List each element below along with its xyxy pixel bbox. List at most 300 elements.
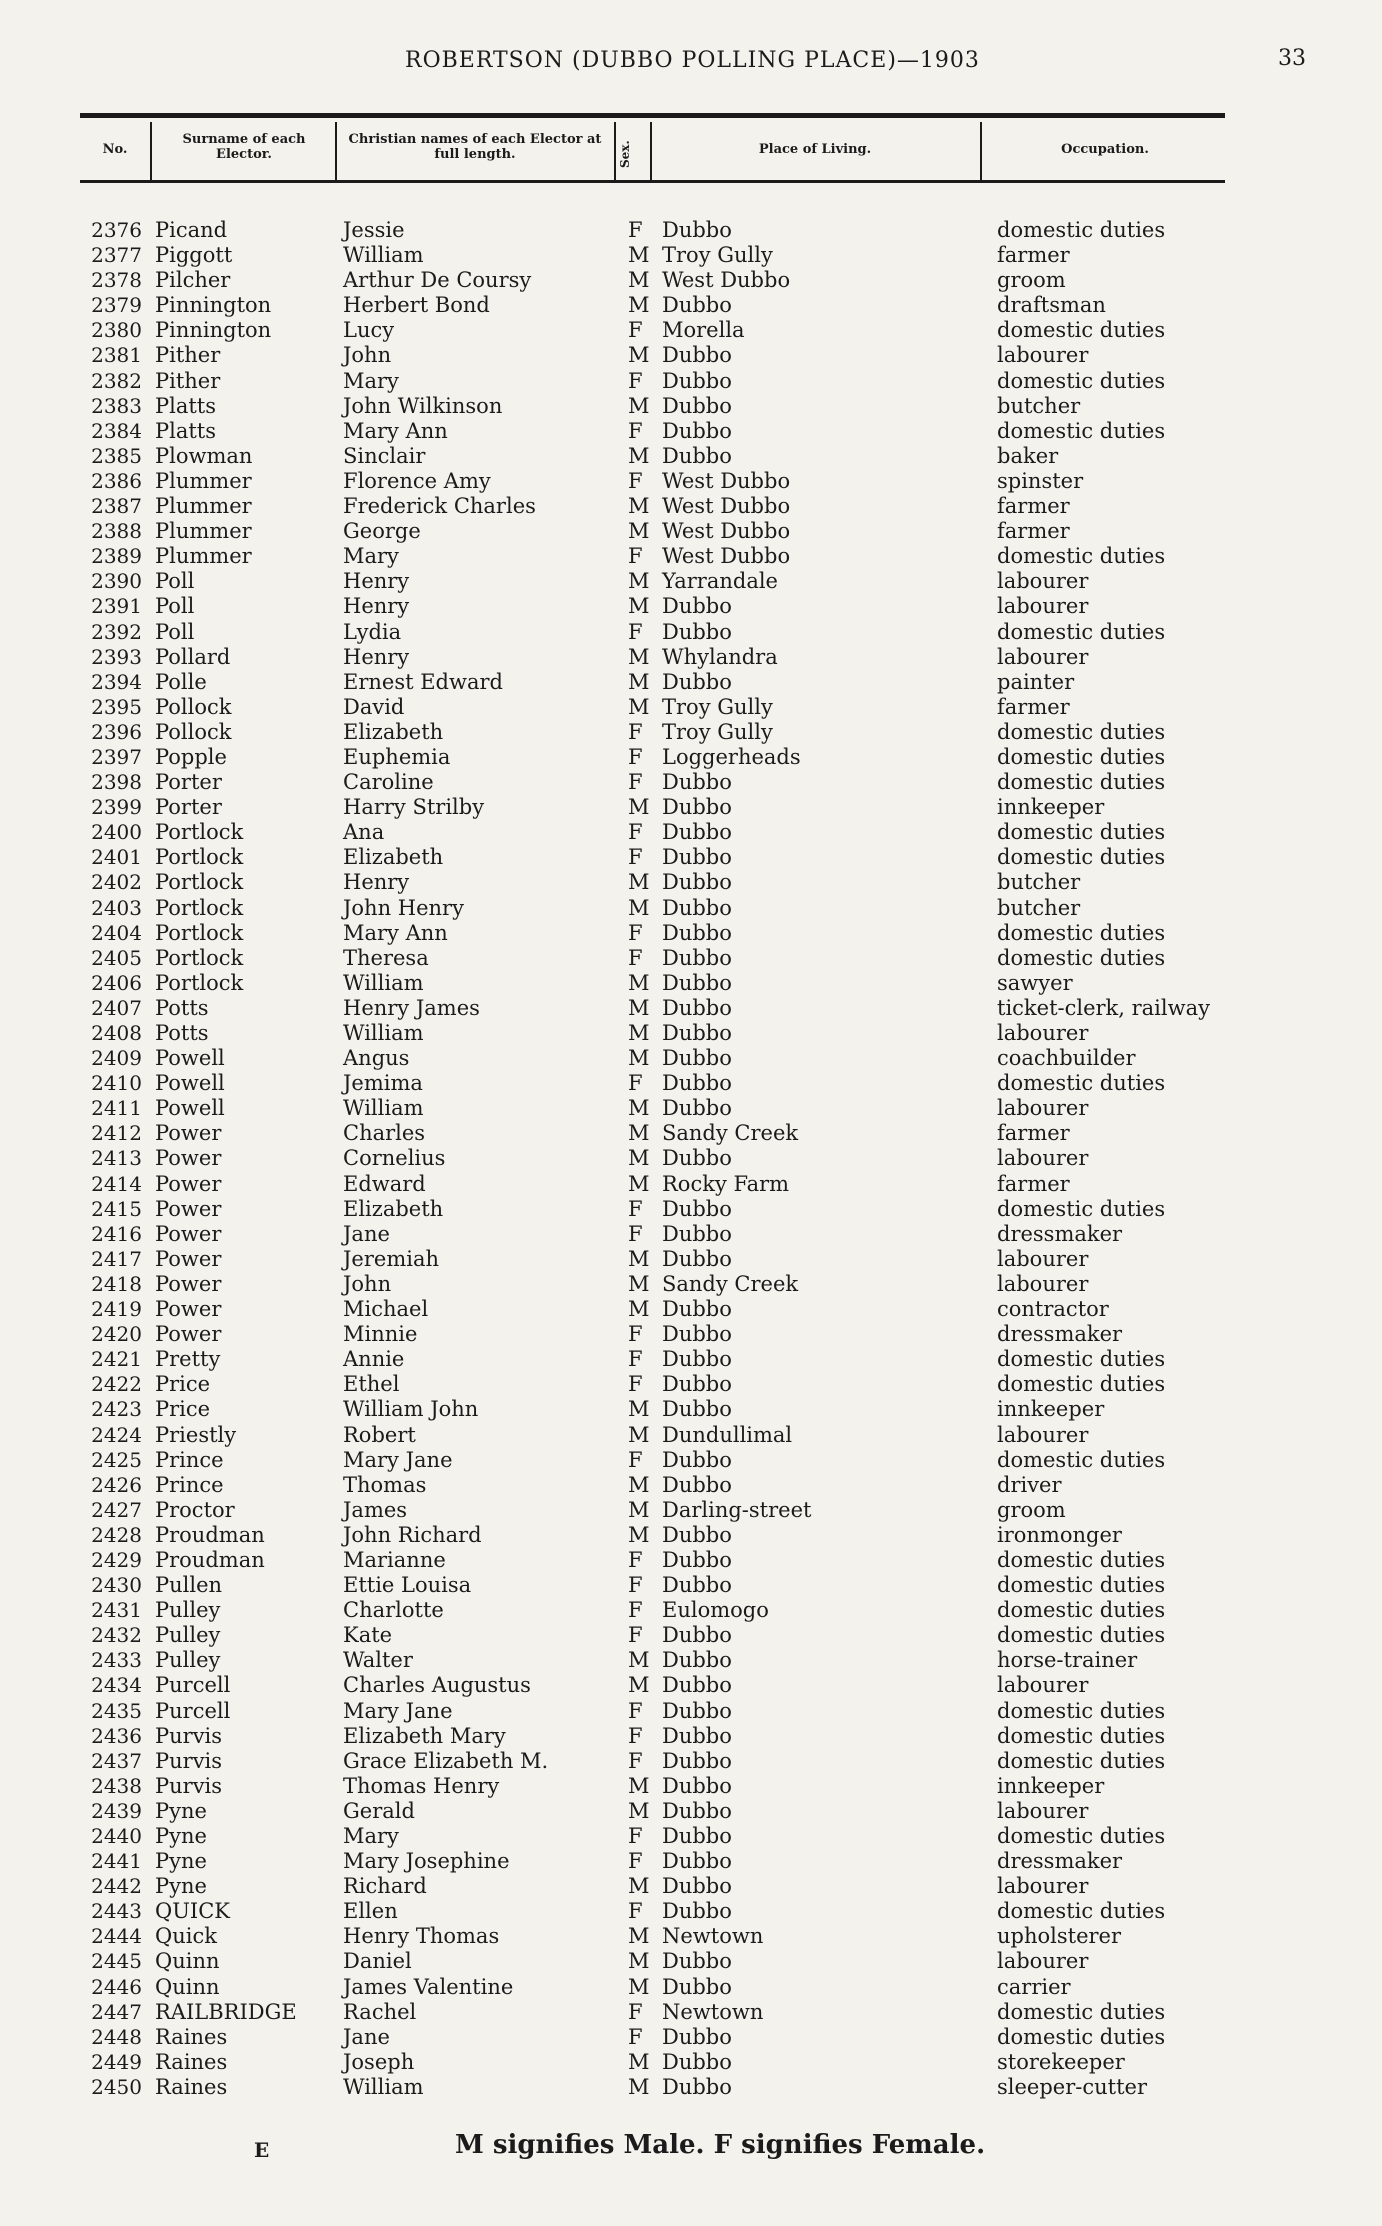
elector-occupation: storekeeper	[997, 2049, 1125, 2074]
table-row	[0, 1172, 1382, 1197]
elector-surname: Pinnington	[155, 293, 272, 318]
table-row	[0, 444, 1382, 469]
sex-legend-note: M signifies Male. F signifies Female.	[455, 2130, 986, 2160]
elector-occupation: domestic duties	[997, 1999, 1166, 2024]
elector-sex: M	[628, 669, 650, 694]
elector-number: 2444	[91, 1924, 142, 1949]
elector-place: Dubbo	[662, 1246, 732, 1271]
elector-place: West Dubbo	[662, 494, 791, 519]
elector-place: Dubbo	[662, 995, 732, 1020]
elector-surname: Platts	[155, 393, 217, 418]
elector-occupation: farmer	[997, 1121, 1070, 1146]
elector-number: 2430	[91, 1573, 142, 1598]
elector-occupation: labourer	[997, 1271, 1089, 1296]
table-row	[0, 1849, 1382, 1874]
table-row	[0, 1372, 1382, 1397]
elector-occupation: labourer	[997, 1798, 1089, 1823]
elector-surname: RAILBRIDGE	[155, 1999, 297, 2024]
elector-occupation: sleeper-cutter	[997, 2074, 1147, 2099]
elector-occupation: domestic duties	[997, 1748, 1166, 1773]
elector-occupation: domestic duties	[997, 1196, 1166, 1221]
elector-sex: M	[628, 1773, 650, 1798]
elector-occupation: baker	[997, 443, 1059, 468]
elector-number: 2441	[91, 1849, 142, 1874]
elector-occupation: coachbuilder	[997, 1046, 1136, 1071]
elector-sex: F	[628, 1999, 643, 2024]
elector-christian-names: James Valentine	[343, 1974, 514, 1999]
elector-place: Yarrandale	[662, 569, 778, 594]
elector-number: 2416	[91, 1221, 142, 1246]
elector-place: Dubbo	[662, 1899, 732, 1924]
table-row	[0, 243, 1382, 268]
table-row	[0, 745, 1382, 770]
elector-number: 2381	[91, 343, 142, 368]
col-header-place: Place of Living.	[758, 142, 872, 157]
elector-number: 2438	[91, 1773, 142, 1798]
table-row	[0, 1121, 1382, 1146]
elector-place: Dubbo	[662, 1573, 732, 1598]
elector-occupation: domestic duties	[997, 1623, 1166, 1648]
elector-place: Dubbo	[662, 1347, 732, 1372]
elector-christian-names: John	[343, 1271, 392, 1296]
elector-occupation: farmer	[997, 519, 1070, 544]
elector-surname: Power	[155, 1121, 222, 1146]
elector-place: Dubbo	[662, 1698, 732, 1723]
col-header-christian-names: Christian names of each Elector at full length.	[348, 132, 602, 162]
elector-number: 2446	[91, 1974, 142, 1999]
elector-occupation: domestic duties	[997, 845, 1166, 870]
elector-surname: Raines	[155, 2024, 228, 2049]
elector-number: 2396	[91, 719, 142, 744]
elector-sex: F	[628, 719, 643, 744]
elector-sex: M	[628, 1171, 650, 1196]
table-row	[0, 720, 1382, 745]
elector-christian-names: Theresa	[343, 945, 429, 970]
elector-occupation: domestic duties	[997, 1698, 1166, 1723]
elector-place: Dubbo	[662, 1046, 732, 1071]
elector-number: 2419	[91, 1297, 142, 1322]
elector-number: 2425	[91, 1447, 142, 1472]
table-row	[0, 1623, 1382, 1648]
elector-christian-names: William John	[343, 1397, 479, 1422]
column-divider	[980, 122, 982, 182]
elector-number: 2450	[91, 2074, 142, 2099]
elector-surname: Portlock	[155, 970, 244, 995]
elector-occupation: groom	[997, 1497, 1066, 1522]
elector-place: Dubbo	[662, 970, 732, 995]
elector-place: West Dubbo	[662, 468, 791, 493]
elector-sex: F	[628, 1723, 643, 1748]
table-row	[0, 1799, 1382, 1824]
elector-occupation: butcher	[997, 895, 1081, 920]
table-row	[0, 2050, 1382, 2075]
elector-surname: Potts	[155, 995, 209, 1020]
elector-occupation: spinster	[997, 468, 1084, 493]
elector-place: Dubbo	[662, 895, 732, 920]
elector-christian-names: Elizabeth	[343, 719, 444, 744]
table-row	[0, 1523, 1382, 1548]
elector-surname: Powell	[155, 1071, 225, 1096]
elector-number: 2399	[91, 795, 142, 820]
elector-christian-names: Jessie	[343, 218, 405, 242]
elector-surname: Poll	[155, 569, 195, 594]
elector-sex: M	[628, 995, 650, 1020]
elector-christian-names: Richard	[343, 1874, 427, 1899]
elector-number: 2407	[91, 995, 142, 1020]
elector-christian-names: Daniel	[343, 1949, 412, 1974]
elector-place: Dubbo	[662, 920, 732, 945]
elector-number: 2378	[91, 268, 142, 293]
table-row	[0, 845, 1382, 870]
elector-christian-names: Angus	[343, 1046, 410, 1071]
elector-christian-names: Kate	[343, 1623, 393, 1648]
elector-place: Dubbo	[662, 795, 732, 820]
table-row	[0, 369, 1382, 394]
elector-sex: F	[628, 318, 643, 343]
elector-occupation: domestic duties	[997, 1824, 1166, 1848]
elector-sex: M	[628, 494, 650, 519]
elector-sex: M	[628, 1121, 650, 1146]
table-row	[0, 645, 1382, 670]
column-divider	[614, 122, 616, 182]
elector-sex: M	[628, 443, 650, 468]
elector-number: 2383	[91, 393, 142, 418]
elector-place: Dubbo	[662, 945, 732, 970]
elector-number: 2448	[91, 2024, 142, 2049]
elector-surname: Plummer	[155, 468, 252, 493]
elector-christian-names: Mary	[343, 368, 399, 393]
table-row	[0, 1899, 1382, 1924]
elector-place: Dubbo	[662, 1297, 732, 1322]
elector-christian-names: Walter	[343, 1648, 413, 1673]
elector-place: Dubbo	[662, 1071, 732, 1096]
elector-place: West Dubbo	[662, 268, 791, 293]
elector-number: 2447	[91, 1999, 142, 2024]
elector-sex: F	[628, 1573, 643, 1598]
elector-sex: F	[628, 1899, 643, 1924]
elector-sex: M	[628, 1021, 650, 1045]
table-row	[0, 770, 1382, 795]
elector-sex: F	[628, 1748, 643, 1773]
elector-surname: Power	[155, 1297, 222, 1322]
elector-surname: Pyne	[155, 1824, 207, 1848]
elector-occupation: domestic duties	[997, 1598, 1166, 1623]
table-row	[0, 1673, 1382, 1698]
table-row	[0, 1573, 1382, 1598]
elector-number: 2389	[91, 544, 142, 569]
table-row	[0, 469, 1382, 494]
elector-occupation: butcher	[997, 870, 1081, 895]
elector-surname: Plummer	[155, 494, 252, 519]
elector-place: West Dubbo	[662, 544, 791, 569]
elector-place: Dubbo	[662, 1748, 732, 1773]
column-divider	[650, 122, 652, 182]
table-row	[0, 1749, 1382, 1774]
elector-number: 2385	[91, 443, 142, 468]
elector-surname: Power	[155, 1322, 222, 1347]
elector-number: 2380	[91, 318, 142, 343]
table-row	[0, 1724, 1382, 1749]
elector-occupation: groom	[997, 268, 1066, 293]
elector-surname: Pollard	[155, 644, 231, 669]
elector-surname: Potts	[155, 1021, 209, 1045]
elector-place: Troy Gully	[662, 243, 773, 268]
table-row	[0, 1222, 1382, 1247]
elector-surname: Pullen	[155, 1573, 223, 1598]
table-row	[0, 1046, 1382, 1071]
elector-occupation: domestic duties	[997, 770, 1166, 795]
elector-occupation: farmer	[997, 1171, 1070, 1196]
table-row	[0, 1699, 1382, 1724]
elector-sex: M	[628, 694, 650, 719]
elector-christian-names: Ernest Edward	[343, 669, 503, 694]
elector-surname: Portlock	[155, 820, 244, 845]
elector-occupation: contractor	[997, 1297, 1109, 1322]
elector-sex: F	[628, 770, 643, 795]
elector-occupation: labourer	[997, 1949, 1089, 1974]
table-row	[0, 1874, 1382, 1899]
elector-number: 2449	[91, 2049, 142, 2074]
elector-place: Dubbo	[662, 1397, 732, 1422]
table-row	[0, 670, 1382, 695]
elector-number: 2392	[91, 619, 142, 644]
elector-christian-names: Thomas	[343, 1472, 427, 1497]
elector-number: 2427	[91, 1497, 142, 1522]
elector-surname: Plummer	[155, 544, 252, 569]
elector-sex: F	[628, 619, 643, 644]
elector-place: Dubbo	[662, 845, 732, 870]
elector-sex: M	[628, 1648, 650, 1673]
elector-place: Dubbo	[662, 1648, 732, 1673]
elector-surname: Pulley	[155, 1623, 221, 1648]
elector-number: 2436	[91, 1723, 142, 1748]
elector-christian-names: Henry	[343, 644, 410, 669]
elector-number: 2402	[91, 870, 142, 895]
elector-sex: F	[628, 1698, 643, 1723]
table-row	[0, 996, 1382, 1021]
elector-list	[0, 218, 1382, 2100]
elector-christian-names: Ethel	[343, 1372, 400, 1397]
elector-surname: Price	[155, 1372, 211, 1397]
elector-number: 2400	[91, 820, 142, 845]
elector-number: 2393	[91, 644, 142, 669]
elector-place: Dubbo	[662, 343, 732, 368]
elector-number: 2421	[91, 1347, 142, 1372]
elector-place: Dubbo	[662, 393, 732, 418]
elector-occupation: sawyer	[997, 970, 1073, 995]
elector-occupation: domestic duties	[997, 1723, 1166, 1748]
elector-number: 2397	[91, 744, 142, 769]
elector-christian-names: Lucy	[343, 318, 395, 343]
table-row	[0, 1975, 1382, 2000]
elector-occupation: domestic duties	[997, 744, 1166, 769]
elector-christian-names: Grace Elizabeth M.	[343, 1748, 549, 1773]
elector-christian-names: David	[343, 694, 405, 719]
elector-occupation: domestic duties	[997, 218, 1166, 242]
elector-occupation: farmer	[997, 494, 1070, 519]
elector-occupation: domestic duties	[997, 1071, 1166, 1096]
elector-sex: M	[628, 1246, 650, 1271]
elector-christian-names: Harry Strilby	[343, 795, 485, 820]
elector-place: Sandy Creek	[662, 1121, 799, 1146]
elector-number: 2398	[91, 770, 142, 795]
elector-sex: F	[628, 920, 643, 945]
elector-sex: M	[628, 519, 650, 544]
elector-sex: M	[628, 2049, 650, 2074]
elector-occupation: domestic duties	[997, 418, 1166, 443]
elector-surname: Pyne	[155, 1849, 207, 1874]
elector-place: Dubbo	[662, 1974, 732, 1999]
elector-christian-names: Robert	[343, 1422, 416, 1447]
elector-place: Dubbo	[662, 1146, 732, 1171]
elector-surname: Proctor	[155, 1497, 235, 1522]
elector-surname: Powell	[155, 1096, 225, 1121]
elector-christian-names: William	[343, 970, 424, 995]
elector-occupation: driver	[997, 1472, 1062, 1497]
elector-occupation: domestic duties	[997, 1447, 1166, 1472]
elector-occupation: ironmonger	[997, 1522, 1122, 1547]
elector-surname: Power	[155, 1196, 222, 1221]
elector-number: 2417	[91, 1246, 142, 1271]
elector-sex: M	[628, 1046, 650, 1071]
elector-occupation: labourer	[997, 644, 1089, 669]
elector-sex: F	[628, 2024, 643, 2049]
elector-place: Dubbo	[662, 1673, 732, 1698]
elector-number: 2435	[91, 1698, 142, 1723]
elector-christian-names: William	[343, 243, 424, 268]
elector-sex: F	[628, 544, 643, 569]
elector-surname: Price	[155, 1397, 211, 1422]
table-row	[0, 870, 1382, 895]
elector-christian-names: Ettie Louisa	[343, 1573, 472, 1598]
header-rule-bottom	[80, 180, 1225, 183]
elector-sex: M	[628, 1472, 650, 1497]
elector-number: 2440	[91, 1824, 142, 1848]
table-row	[0, 268, 1382, 293]
elector-number: 2443	[91, 1899, 142, 1924]
table-row	[0, 293, 1382, 318]
elector-sex: F	[628, 1372, 643, 1397]
elector-number: 2414	[91, 1171, 142, 1196]
col-header-sex: Sex.	[618, 140, 632, 169]
elector-number: 2432	[91, 1623, 142, 1648]
elector-sex: M	[628, 1522, 650, 1547]
elector-sex: F	[628, 1347, 643, 1372]
elector-christian-names: Annie	[343, 1347, 405, 1372]
elector-surname: Prince	[155, 1447, 224, 1472]
table-row	[0, 1146, 1382, 1171]
elector-number: 2388	[91, 519, 142, 544]
table-row	[0, 1924, 1382, 1949]
elector-occupation: domestic duties	[997, 368, 1166, 393]
elector-surname: Portlock	[155, 945, 244, 970]
elector-place: Dubbo	[662, 669, 732, 694]
elector-sex: M	[628, 243, 650, 268]
elector-sex: F	[628, 945, 643, 970]
elector-occupation: carrier	[997, 1974, 1071, 1999]
elector-occupation: labourer	[997, 1673, 1089, 1698]
elector-christian-names: Henry James	[343, 995, 480, 1020]
elector-occupation: domestic duties	[997, 619, 1166, 644]
table-row	[0, 971, 1382, 996]
elector-place: Dubbo	[662, 2074, 732, 2099]
elector-christian-names: John Richard	[343, 1522, 482, 1547]
table-row	[0, 2000, 1382, 2025]
elector-christian-names: Elizabeth Mary	[343, 1723, 506, 1748]
elector-sex: M	[628, 1397, 650, 1422]
page-title: ROBERTSON (DUBBO POLLING PLACE)—1903	[405, 48, 980, 73]
table-row	[0, 1949, 1382, 1974]
elector-sex: F	[628, 1849, 643, 1874]
elector-surname: Purcell	[155, 1698, 231, 1723]
col-header-no: No.	[102, 142, 128, 157]
elector-number: 2428	[91, 1522, 142, 1547]
elector-sex: F	[628, 468, 643, 493]
elector-sex: M	[628, 1874, 650, 1899]
elector-christian-names: Elizabeth	[343, 845, 444, 870]
table-row	[0, 1774, 1382, 1799]
elector-sex: M	[628, 644, 650, 669]
elector-christian-names: John Wilkinson	[343, 393, 503, 418]
elector-place: Dubbo	[662, 443, 732, 468]
elector-number: 2426	[91, 1472, 142, 1497]
table-row	[0, 620, 1382, 645]
elector-place: Dubbo	[662, 820, 732, 845]
elector-occupation: labourer	[997, 1422, 1089, 1447]
elector-place: Dubbo	[662, 619, 732, 644]
elector-number: 2379	[91, 293, 142, 318]
table-row	[0, 218, 1382, 243]
elector-place: Dubbo	[662, 368, 732, 393]
elector-christian-names: Jane	[343, 1221, 390, 1246]
col-header-surname: Surname of each Elector.	[182, 132, 306, 162]
elector-surname: Polle	[155, 669, 207, 694]
table-row	[0, 1423, 1382, 1448]
elector-surname: Pither	[155, 343, 221, 368]
elector-occupation: labourer	[997, 594, 1089, 619]
elector-number: 2411	[91, 1096, 142, 1121]
table-row	[0, 1272, 1382, 1297]
table-row	[0, 594, 1382, 619]
elector-number: 2387	[91, 494, 142, 519]
table-row	[0, 343, 1382, 368]
elector-surname: Powell	[155, 1046, 225, 1071]
elector-christian-names: John	[343, 343, 392, 368]
elector-sex: F	[628, 1547, 643, 1572]
elector-surname: Quinn	[155, 1974, 220, 1999]
elector-number: 2442	[91, 1874, 142, 1899]
elector-surname: Pulley	[155, 1598, 221, 1623]
table-row	[0, 318, 1382, 343]
elector-surname: Porter	[155, 770, 222, 795]
elector-sex: M	[628, 1673, 650, 1698]
elector-number: 2404	[91, 920, 142, 945]
header-rule-top	[80, 113, 1225, 118]
elector-place: Morella	[662, 318, 745, 343]
elector-christian-names: Minnie	[343, 1322, 418, 1347]
table-row	[0, 820, 1382, 845]
elector-place: Whylandra	[662, 644, 778, 669]
elector-place: Dubbo	[662, 1773, 732, 1798]
elector-occupation: domestic duties	[997, 2024, 1166, 2049]
elector-number: 2406	[91, 970, 142, 995]
elector-christian-names: Florence Amy	[343, 468, 491, 493]
elector-number: 2382	[91, 368, 142, 393]
elector-surname: Portlock	[155, 845, 244, 870]
elector-occupation: innkeeper	[997, 1773, 1105, 1798]
elector-place: Dubbo	[662, 2024, 732, 2049]
elector-christian-names: Mary Jane	[343, 1447, 453, 1472]
